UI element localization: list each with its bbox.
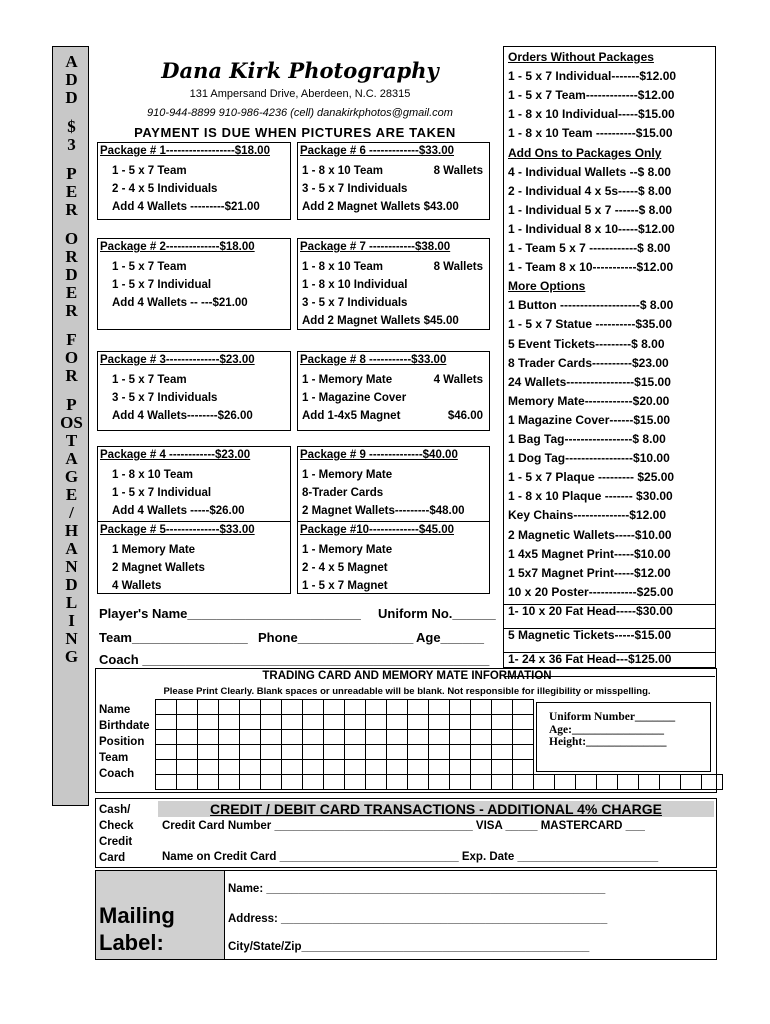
grid-cell[interactable] xyxy=(303,700,324,715)
package-line: 1 - 5 x 7 Magnet xyxy=(302,580,388,592)
sidebar-char: I xyxy=(68,611,75,630)
grid-cell[interactable] xyxy=(303,745,324,760)
price-item: 1 - Individual 5 x 7 ------$ 8.00 xyxy=(508,202,673,217)
grid-cell[interactable] xyxy=(429,760,450,775)
payment-method-label: Credit xyxy=(99,836,133,848)
package-line: 1 - 5 x 7 Team xyxy=(112,374,187,386)
grid-cell[interactable] xyxy=(429,775,450,790)
grid-cell[interactable] xyxy=(345,700,366,715)
grid-cell[interactable] xyxy=(219,730,240,745)
package-10 xyxy=(297,521,490,594)
grid-cell[interactable] xyxy=(513,760,534,775)
grid-cell[interactable] xyxy=(198,760,219,775)
grid-cell[interactable] xyxy=(513,745,534,760)
grid-cell[interactable] xyxy=(387,700,408,715)
grid-cell[interactable] xyxy=(429,730,450,745)
grid-cell[interactable] xyxy=(450,775,471,790)
sidebar-char: / xyxy=(69,503,74,522)
grid-cell[interactable] xyxy=(219,745,240,760)
grid-cell[interactable] xyxy=(324,745,345,760)
grid-cell[interactable] xyxy=(387,745,408,760)
grid-cell[interactable] xyxy=(198,730,219,745)
grid-cell[interactable] xyxy=(345,745,366,760)
sidebar-char: OS xyxy=(60,413,83,432)
grid-cell[interactable] xyxy=(345,760,366,775)
payment-method-label: Card xyxy=(99,852,126,864)
price-item: 1 Bag Tag-----------------$ 8.00 xyxy=(508,432,666,446)
grid-cell[interactable] xyxy=(282,730,303,745)
trading-row-label: Position xyxy=(99,736,145,748)
package-line: 8-Trader Cards xyxy=(302,487,384,499)
package-title: Package # 8 -----------$33.00 xyxy=(300,354,447,366)
package-title: Package # 1------------------$18.00 xyxy=(100,145,270,157)
grid-cell[interactable] xyxy=(240,745,261,760)
grid-cell[interactable] xyxy=(660,775,681,790)
grid-cell[interactable] xyxy=(345,775,366,790)
mail-address-field[interactable]: Address: ___________________________________________________ xyxy=(228,913,608,925)
grid-cell[interactable] xyxy=(282,745,303,760)
grid-cell[interactable] xyxy=(471,700,492,715)
price-item: 1 - 5 x 7 Plaque --------- $25.00 xyxy=(508,470,675,485)
grid-cell[interactable] xyxy=(429,700,450,715)
grid-cell[interactable] xyxy=(345,715,366,730)
grid-cell[interactable] xyxy=(240,715,261,730)
price-item: 1 Button --------------------$ 8.00 xyxy=(508,298,674,313)
grid-cell[interactable] xyxy=(492,715,513,730)
grid-cell[interactable] xyxy=(450,715,471,730)
sidebar-char: L xyxy=(65,593,78,612)
grid-cell[interactable] xyxy=(324,730,345,745)
price-item: 5 Event Tickets---------$ 8.00 xyxy=(508,336,665,351)
package-line: 1 - 8 x 10 Team xyxy=(302,165,383,177)
grid-cell[interactable] xyxy=(282,700,303,715)
mail-city-field[interactable]: City/State/Zip_____________________________________________ xyxy=(228,941,590,953)
postage-sidebar xyxy=(52,46,89,806)
package-1 xyxy=(97,142,291,220)
package-title: Package # 9 --------------$40.00 xyxy=(300,449,458,461)
grid-cell[interactable] xyxy=(282,715,303,730)
sidebar-char: N xyxy=(65,629,78,648)
grid-cell[interactable] xyxy=(639,775,660,790)
sidebar-char: D xyxy=(65,265,78,284)
grid-cell[interactable] xyxy=(408,730,429,745)
package-title: Package #10-------------$45.00 xyxy=(300,524,455,536)
grid-cell[interactable] xyxy=(156,715,177,730)
package-9 xyxy=(97,521,291,594)
price-item: 1 - 8 x 10 Team ----------$15.00 xyxy=(508,126,673,141)
price-item: 1 Dog Tag-----------------$10.00 xyxy=(508,451,670,466)
grid-cell[interactable] xyxy=(513,775,534,790)
grid-cell[interactable] xyxy=(408,745,429,760)
grid-cell[interactable] xyxy=(366,700,387,715)
price-item: 8 Trader Cards----------$23.00 xyxy=(508,355,669,370)
package-line: 1 - 8 x 10 Team xyxy=(302,261,383,273)
grid-cell[interactable] xyxy=(177,730,198,745)
package-line: 1 - Memory Mate xyxy=(302,374,393,386)
package-line: 3 - 5 x 7 Individuals xyxy=(302,297,408,309)
package-6 xyxy=(297,351,490,431)
price-item: 1 - Team 8 x 10-----------$12.00 xyxy=(508,260,674,275)
payment-method-label: Check xyxy=(99,820,134,832)
sidebar-char: R xyxy=(65,247,78,266)
package-line: 1 - 8 x 10 Team xyxy=(112,469,193,481)
sidebar-char: A xyxy=(65,52,78,71)
trading-note: Please Print Clearly. Blank spaces or unreadable will be blank. Not responsible for illegibility or misspelling. xyxy=(163,686,651,697)
grid-cell[interactable] xyxy=(198,745,219,760)
price-item: 1 - 5 x 7 Team-------------$12.00 xyxy=(508,88,675,103)
grid-cell[interactable] xyxy=(345,730,366,745)
grid-cell[interactable] xyxy=(177,775,198,790)
grid-cell[interactable] xyxy=(429,745,450,760)
grid-cell[interactable] xyxy=(450,760,471,775)
trading-title: TRADING CARD AND MEMORY MATE INFORMATION xyxy=(262,670,552,682)
price-section-heading: More Options xyxy=(508,279,586,294)
package-line: Add 4 Wallets ---------$21.00 xyxy=(112,201,260,213)
sidebar-char: E xyxy=(65,283,78,302)
package-line: 1 - 8 x 10 Individual xyxy=(302,279,408,291)
card-name-field[interactable]: Name on Credit Card ____________________________ Exp. Date ______________________ xyxy=(162,851,659,863)
grid-cell[interactable] xyxy=(156,760,177,775)
grid-cell[interactable] xyxy=(261,775,282,790)
grid-cell[interactable] xyxy=(408,775,429,790)
age-field[interactable]: Age______ xyxy=(416,630,484,645)
sidebar-char: O xyxy=(64,229,79,248)
package-line: Add 1-4x5 Magnet xyxy=(302,410,401,422)
package-line: 1 - 5 x 7 Individual xyxy=(112,487,212,499)
grid-cell[interactable] xyxy=(324,715,345,730)
grid-cell[interactable] xyxy=(261,745,282,760)
package-line: 3 - 5 x 7 Individuals xyxy=(302,183,408,195)
grid-cell[interactable] xyxy=(492,775,513,790)
grid-cell[interactable] xyxy=(471,760,492,775)
price-item: 10 x 20 Poster------------$25.00 xyxy=(508,584,674,599)
grid-cell[interactable] xyxy=(282,760,303,775)
studio-address: 131 Ampersand Drive, Aberdeen, N.C. 28315 xyxy=(189,88,411,100)
price-section-heading: Add Ons to Packages Only xyxy=(508,145,662,160)
sidebar-char: A xyxy=(65,539,78,558)
grid-cell[interactable] xyxy=(324,775,345,790)
grid-cell[interactable] xyxy=(492,745,513,760)
team-field[interactable]: Team________________ xyxy=(99,630,248,645)
sidebar-char: R xyxy=(65,366,78,385)
package-line: 1 Memory Mate xyxy=(112,544,196,556)
age-label: Age:________________ xyxy=(549,724,664,736)
price-item: Key Chains--------------$12.00 xyxy=(508,508,667,523)
price-section-heading: Orders Without Packages xyxy=(508,50,654,64)
trading-row-label: Team xyxy=(99,752,129,764)
package-line: Add 2 Magnet Wallets $45.00 xyxy=(302,315,459,327)
height-label: Height:______________ xyxy=(549,736,667,748)
price-item: Memory Mate------------$20.00 xyxy=(508,393,670,408)
grid-cell[interactable] xyxy=(408,715,429,730)
sidebar-char: E xyxy=(65,485,78,504)
package-7 xyxy=(97,446,291,522)
package-extra: $46.00 xyxy=(447,410,483,422)
grid-cell[interactable] xyxy=(366,760,387,775)
studio-contact: 910-944-8899 910-986-4236 (cell) danakirkphotos@gmail.com xyxy=(147,107,453,119)
sidebar-char: D xyxy=(65,70,78,89)
payment-notice: PAYMENT IS DUE WHEN PICTURES ARE TAKEN xyxy=(134,125,456,140)
mailing-section xyxy=(95,870,717,960)
sidebar-char: R xyxy=(65,301,78,320)
uniform-box[interactable] xyxy=(536,702,711,772)
price-item: 1- 24 x 36 Fat Head---$125.00 xyxy=(508,651,672,666)
sidebar-char: D xyxy=(65,88,78,107)
grid-cell[interactable] xyxy=(576,775,597,790)
sidebar-char: G xyxy=(64,647,79,666)
package-title: Package # 3--------------$23.00 xyxy=(100,354,255,366)
package-line: 4 Wallets xyxy=(112,580,162,592)
grid-cell[interactable] xyxy=(219,700,240,715)
package-title: Package # 7 ------------$38.00 xyxy=(300,241,451,253)
package-line: 2 Magnet Wallets xyxy=(112,562,205,574)
grid-cell[interactable] xyxy=(177,715,198,730)
sidebar-char: 3 xyxy=(67,135,76,154)
sidebar-char: A xyxy=(65,449,78,468)
grid-cell[interactable] xyxy=(471,775,492,790)
mailing-label-text: Mailing xyxy=(99,903,175,928)
package-extra: 8 Wallets xyxy=(433,261,483,273)
price-item: 1 - 8 x 10 Individual-----$15.00 xyxy=(508,107,675,122)
grid-cell[interactable] xyxy=(387,715,408,730)
player-name-field[interactable]: Player's Name________________________ xyxy=(99,606,361,621)
grid-cell[interactable] xyxy=(471,715,492,730)
grid-cell[interactable] xyxy=(303,775,324,790)
package-line: Add 4 Wallets -----$26.00 xyxy=(112,505,245,517)
grid-cell[interactable] xyxy=(324,760,345,775)
grid-cell[interactable] xyxy=(324,700,345,715)
grid-cell[interactable] xyxy=(156,700,177,715)
grid-cell[interactable] xyxy=(156,775,177,790)
price-item: 4 - Individual Wallets --$ 8.00 xyxy=(508,164,671,179)
package-2 xyxy=(297,142,490,220)
coach-field[interactable]: Coach ________________________________________________ xyxy=(99,652,490,667)
package-line: 2 Magnet Wallets---------$48.00 xyxy=(302,505,465,517)
package-title: Package # 6 -------------$33.00 xyxy=(300,145,455,157)
package-4 xyxy=(297,238,490,330)
price-item: 1 5x7 Magnet Print-----$12.00 xyxy=(508,565,671,580)
grid-cell[interactable] xyxy=(513,730,534,745)
package-line: 2 - 4 x 5 Individuals xyxy=(112,183,218,195)
grid-cell[interactable] xyxy=(156,730,177,745)
sidebar-char: G xyxy=(64,467,79,486)
package-line: 3 - 5 x 7 Individuals xyxy=(112,392,218,404)
grid-cell[interactable] xyxy=(387,775,408,790)
grid-cell[interactable] xyxy=(303,760,324,775)
package-line: 1 - 5 x 7 Individual xyxy=(112,279,212,291)
grid-cell[interactable] xyxy=(240,700,261,715)
price-item: 2 Magnetic Wallets-----$10.00 xyxy=(508,527,672,542)
package-extra: 8 Wallets xyxy=(433,165,483,177)
price-item: 1- 10 x 20 Fat Head-----$30.00 xyxy=(508,603,673,618)
package-line: Add 4 Wallets--------$26.00 xyxy=(112,410,253,422)
phone-field[interactable]: Phone________________ xyxy=(258,630,414,645)
package-line: Add 4 Wallets -- ---$21.00 xyxy=(112,297,248,309)
package-3 xyxy=(97,238,291,330)
price-item: 1 - 5 x 7 Statue ----------$35.00 xyxy=(508,317,673,332)
grid-cell[interactable] xyxy=(492,760,513,775)
credit-section xyxy=(95,798,717,868)
package-5 xyxy=(97,351,291,431)
trading-row-label: Coach xyxy=(99,768,135,780)
price-item: 1 - Individual 8 x 10-----$12.00 xyxy=(508,221,675,236)
grid-cell[interactable] xyxy=(366,715,387,730)
trading-row-label: Name xyxy=(99,704,131,716)
sidebar-char: R xyxy=(65,200,78,219)
package-extra: 4 Wallets xyxy=(433,374,483,386)
package-line: 1 - 5 x 7 Team xyxy=(112,261,187,273)
trading-row-label: Birthdate xyxy=(99,720,150,732)
grid-cell[interactable] xyxy=(177,745,198,760)
grid-cell[interactable] xyxy=(450,730,471,745)
grid-cell[interactable] xyxy=(534,775,555,790)
grid-cell[interactable] xyxy=(240,760,261,775)
grid-cell[interactable] xyxy=(450,745,471,760)
grid-cell[interactable] xyxy=(513,715,534,730)
grid-cell[interactable] xyxy=(219,775,240,790)
mailing-label-text-2: Label: xyxy=(99,930,164,955)
grid-cell[interactable] xyxy=(261,700,282,715)
grid-cell[interactable] xyxy=(261,730,282,745)
uniform-number-field[interactable]: Uniform No.______ xyxy=(378,606,496,621)
price-item: 1 4x5 Magnet Print-----$10.00 xyxy=(508,546,671,561)
package-line: 1 - Magazine Cover xyxy=(302,392,407,404)
grid-cell[interactable] xyxy=(471,745,492,760)
grid-cell[interactable] xyxy=(219,715,240,730)
grid-cell[interactable] xyxy=(618,775,639,790)
sidebar-char: E xyxy=(65,182,78,201)
package-line: 1 - Memory Mate xyxy=(302,469,393,481)
payment-method-label: Cash/ xyxy=(99,804,131,816)
grid-cell[interactable] xyxy=(429,715,450,730)
credit-title: CREDIT / DEBIT CARD TRANSACTIONS - ADDITIONAL 4% CHARGE xyxy=(210,801,662,817)
grid-cell[interactable] xyxy=(555,775,576,790)
sidebar-char: T xyxy=(65,431,78,450)
package-title: Package # 5--------------$33.00 xyxy=(100,524,255,536)
price-item: 1 - Team 5 x 7 ------------$ 8.00 xyxy=(508,241,671,255)
grid-cell[interactable] xyxy=(156,745,177,760)
package-line: 1 - 5 x 7 Team xyxy=(112,165,187,177)
price-item: 1 Magazine Cover------$15.00 xyxy=(508,412,671,427)
package-8 xyxy=(297,446,490,522)
sidebar-char: P xyxy=(66,164,77,183)
grid-cell[interactable] xyxy=(303,730,324,745)
grid-cell[interactable] xyxy=(198,775,219,790)
sidebar-char: P xyxy=(66,395,77,414)
grid-cell[interactable] xyxy=(387,760,408,775)
grid-cell[interactable] xyxy=(408,760,429,775)
sidebar-char: $ xyxy=(67,117,76,136)
price-item: 24 Wallets-----------------$15.00 xyxy=(508,374,671,389)
grid-cell[interactable] xyxy=(303,715,324,730)
package-title: Package # 2--------------$18.00 xyxy=(100,241,255,253)
package-line: 1 - Memory Mate xyxy=(302,544,393,556)
grid-cell[interactable] xyxy=(219,760,240,775)
grid-cell[interactable] xyxy=(198,700,219,715)
grid-cell[interactable] xyxy=(261,760,282,775)
mail-name-field[interactable]: Name: _____________________________________________________ xyxy=(228,883,606,895)
page-title: Dana Kirk Photography xyxy=(161,58,439,83)
grid-cell[interactable] xyxy=(177,760,198,775)
grid-cell[interactable] xyxy=(513,700,534,715)
sidebar-char: O xyxy=(64,348,79,367)
grid-cell[interactable] xyxy=(492,730,513,745)
sidebar-char: N xyxy=(65,557,78,576)
grid-cell[interactable] xyxy=(681,775,702,790)
uniform-number-label: Uniform Number_______ xyxy=(549,711,676,723)
package-title: Package # 4 ------------$23.00 xyxy=(100,449,251,461)
grid-cell[interactable] xyxy=(366,745,387,760)
price-item: 2 - Individual 4 x 5s-----$ 8.00 xyxy=(508,183,672,198)
grid-cell[interactable] xyxy=(261,715,282,730)
grid-cell[interactable] xyxy=(198,715,219,730)
price-item: 1 - 8 x 10 Plaque ------- $30.00 xyxy=(508,489,673,504)
grid-cell[interactable] xyxy=(177,700,198,715)
grid-cell[interactable] xyxy=(387,730,408,745)
sidebar-char: F xyxy=(66,330,77,349)
grid-cell[interactable] xyxy=(408,700,429,715)
price-item: 1 - 5 x 7 Individual-------$12.00 xyxy=(508,69,677,84)
grid-cell[interactable] xyxy=(366,730,387,745)
grid-cell[interactable] xyxy=(366,775,387,790)
grid-cell[interactable] xyxy=(492,700,513,715)
grid-cell[interactable] xyxy=(282,775,303,790)
grid-cell[interactable] xyxy=(240,730,261,745)
grid-cell[interactable] xyxy=(702,775,723,790)
sidebar-char: D xyxy=(65,575,78,594)
card-number-field[interactable]: Credit Card Number _______________________________ VISA _____ MASTERCARD ___ xyxy=(162,820,645,832)
grid-cell[interactable] xyxy=(471,730,492,745)
package-line: 2 - 4 x 5 Magnet xyxy=(302,562,388,574)
price-item: 5 Magnetic Tickets-----$15.00 xyxy=(508,627,672,642)
grid-cell[interactable] xyxy=(597,775,618,790)
price-list xyxy=(503,46,716,668)
package-line: Add 2 Magnet Wallets $43.00 xyxy=(302,201,459,213)
grid-cell[interactable] xyxy=(450,700,471,715)
sidebar-char: H xyxy=(64,521,79,540)
grid-cell[interactable] xyxy=(240,775,261,790)
